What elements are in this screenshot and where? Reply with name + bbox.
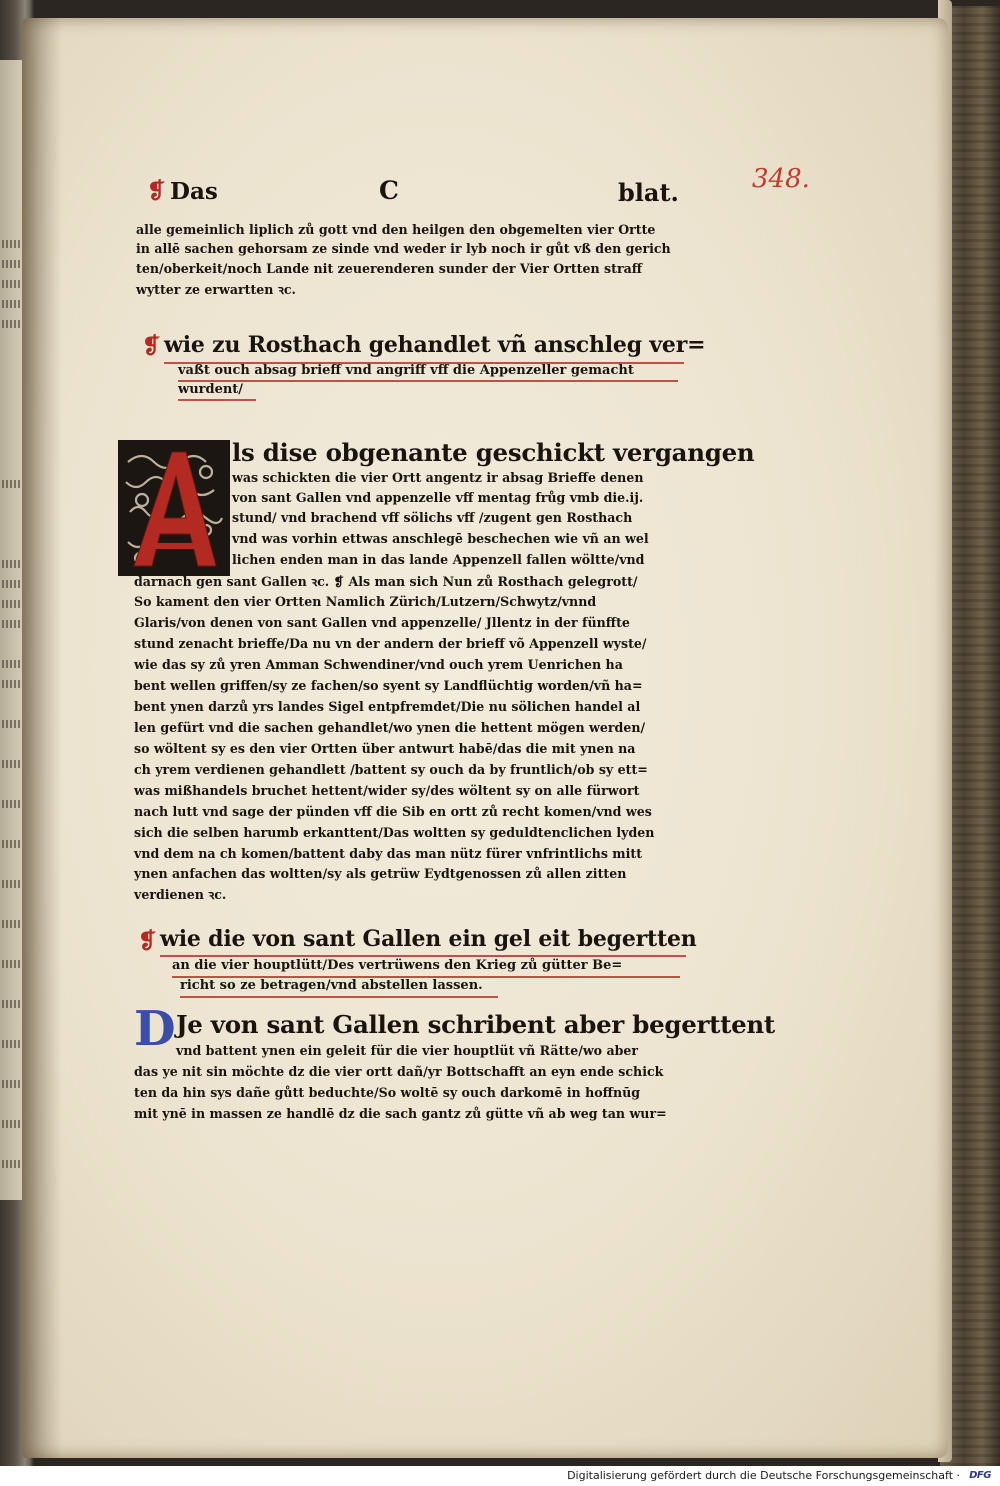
text-line: was schickten die vier Ortt angentz ir absag Brieffe denen [232, 470, 644, 485]
header-center: C [379, 176, 399, 205]
woodcut-initial-icon [120, 442, 228, 574]
header-right: blat. [618, 178, 679, 207]
dfg-logo-icon: DFG [966, 1469, 994, 1482]
heading-subtitle: richt so ze betragen/vnd abstellen lassen. [180, 978, 483, 993]
text-line: sich die selben harumb erkanttent/Das woltten sy geduldtenclichen lyden [134, 825, 655, 840]
folio-number: 348. [752, 164, 810, 194]
heading-subtitle: vaßt ouch absag brieff vnd angriff vff die Appenzeller gemacht [178, 363, 634, 378]
text-line: ls dise obgenante geschickt vergangen [232, 438, 755, 467]
text-line: das ye nit sin möchte dz die vier ortt dañ/yr Bottschafft an eyn ende schick [134, 1064, 664, 1079]
text-line: lichen enden man in das lande Appenzell fallen wöltte/vnd [232, 552, 645, 567]
text-line: wytter ze erwartten ꝛc. [136, 282, 296, 297]
text-line: So kament den vier Ortten Namlich Zürich/Lutzern/Schwytz/vnnd [134, 594, 597, 609]
text-line: stund zenacht brieffe/Da nu vn der andern der brieff võ Appenzell wyste/ [134, 636, 647, 651]
text-line: vnd was vorhin ettwas anschlegē beschechen wie vñ an wel [232, 531, 649, 546]
text-line: ten/oberkeit/noch Lande nit zeuerenderen sunder der Vier Ortten straff [136, 261, 643, 276]
heading-title: wie die von sant Gallen ein gel eit begertten [160, 926, 697, 952]
heading-subtitle: wurdent/ [178, 382, 244, 397]
text-line: in allē sachen gehorsam ze sinde vnd weder ir lyb noch ir gůt vß den gerich [136, 241, 671, 256]
text-line: alle gemeinlich liplich zů gott vnd den heilgen den obgemelten vier Ortte [136, 222, 656, 237]
text-line: Je von sant Gallen schribent aber begerttent [176, 1010, 775, 1039]
text-line: so wöltent sy es den vier Ortten über antwurt habē/das die mit ynen na [134, 741, 636, 756]
pilcrow-icon: ❡ [138, 928, 157, 954]
text-line: Glaris/von denen von sant Gallen vnd appenzelle/ Jllentz in der fünffte [134, 615, 630, 630]
text-line: bent ynen darzů yrs landes Sigel entpfremdet/Die nu sölichen handel al [134, 699, 641, 714]
pilcrow-icon: ❡ [142, 333, 161, 359]
rubric-underline [178, 399, 256, 401]
pilcrow-icon: ❡ [147, 178, 166, 204]
text-line: verdienen ꝛc. [134, 887, 227, 902]
text-line: von sant Gallen vnd appenzelle vff mentag frůg vmb die.ij. [232, 490, 644, 505]
running-header [134, 172, 724, 212]
decorated-initial [118, 440, 230, 576]
header-left: Das [170, 178, 218, 205]
text-line: vnd battent ynen ein geleit für die vier houptlüt vñ Rätte/wo aber [176, 1043, 639, 1058]
text-line: darnach gen sant Gallen ꝛc. ❡ Als man sich Nun zů Rosthach gelegrott/ [134, 574, 638, 589]
heading-title: wie zu Rosthach gehandlet vñ anschleg ver= [164, 332, 706, 358]
text-line: was mißhandels bruchet hettent/wider sy/des wöltent sy on alle fürwort [134, 783, 640, 798]
blue-initial: D [134, 1001, 176, 1057]
text-line: len gefürt vnd die sachen gehandlet/wo ynen die hettent mögen werden/ [134, 720, 646, 735]
footer-bar [0, 1466, 1000, 1486]
text-line: vnd dem na ch komen/battent daby das man nütz fürer vnfrintlichs mitt [134, 846, 643, 861]
text-line: ynen anfachen das woltten/sy als getrüw Eydtgenossen zů allen zitten [134, 866, 627, 881]
rubric-underline [160, 955, 686, 957]
text-line: stund/ vnd brachend vff sölichs vff /zugent gen Rosthach [232, 510, 633, 525]
text-line: ch yrem verdienen gehandlett /battent sy ouch da by fruntlich/ob sy ett= [134, 762, 648, 777]
text-line: nach lutt vnd sage der pünden vff die Sib en ortt zů recht komen/vnd wes [134, 804, 652, 819]
text-line: bent wellen griffen/sy ze fachen/so syent sy Landflüchtig worden/vñ ha= [134, 678, 643, 693]
rubric-underline [180, 996, 498, 998]
rubric-underline [178, 380, 678, 382]
text-line: mit ynē in massen ze handlē dz die sach gantz zů gütte vñ ab weg tan wur= [134, 1106, 667, 1121]
footer-credit: Digitalisierung gefördert durch die Deutsche Forschungsgemeinschaft · [567, 1469, 960, 1482]
text-line: wie das sy zů yren Amman Schwendiner/vnd ouch yrem Uenrichen ha [134, 657, 623, 672]
gutter-shadow [22, 18, 62, 1458]
heading-subtitle: an die vier houptlütt/Des vertrüwens den Krieg zů gütter Be= [172, 958, 623, 973]
text-line: ten da hin sys dañe gůtt beduchte/So woltē sy ouch darkomē in hoffnūg [134, 1085, 641, 1100]
